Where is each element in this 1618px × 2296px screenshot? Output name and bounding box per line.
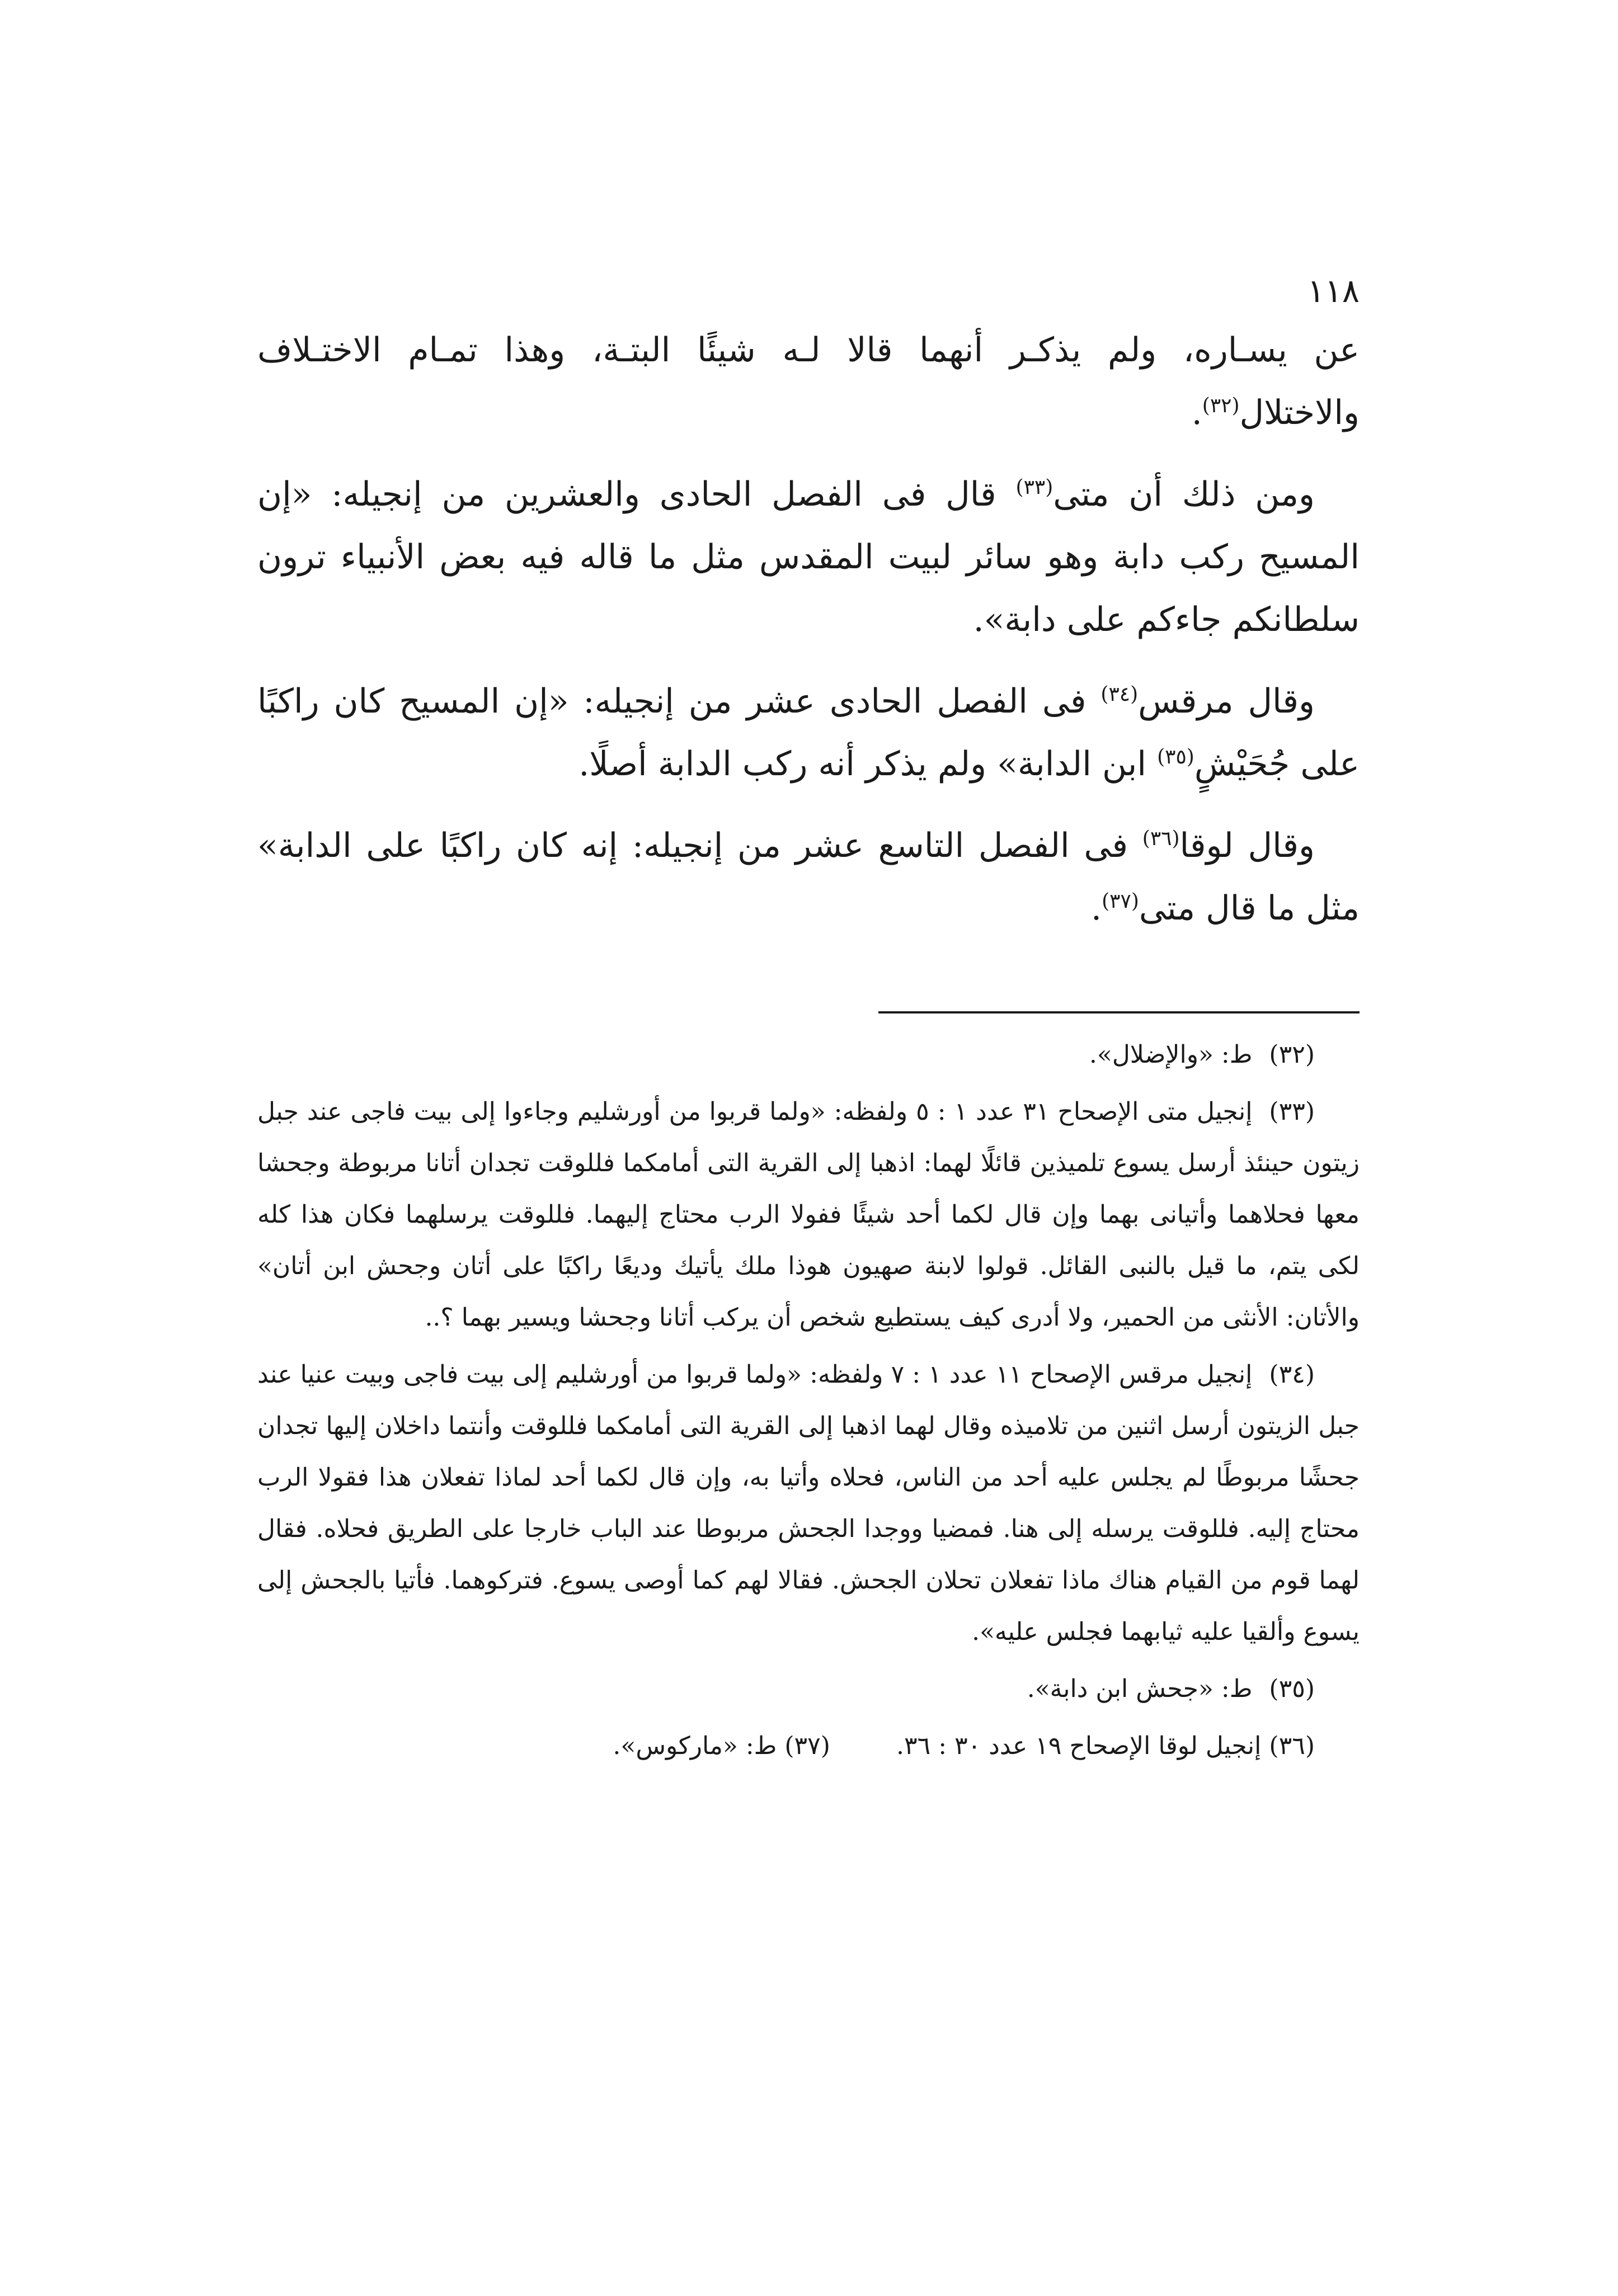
footnote-text: إنجيل مرقس الإصحاح ١١ عدد ١ : ٧ ولفظه: «ولما قربوا من أورشليم إلى بيت فاجى وبيت عنيا عند جبل الزيتون أرسل اثنين من تلاميذه وقال لهما اذهبا إلى القرية التى أمامكما فللوقت وأنتما داخلان إليها تجدان جحشًا مربوطًا لم يجلس عليه أحد من الناس، فحلاه وأتيا به، وإن قال لكما أحد لماذا تفعلان هذا فقولا الرب محتاج إليه. فللوقت يرسله إلى هنا. فمضيا ووجدا الجحش مربوطا عند الباب خارجا على الطريق فحلاه. فقال لهما قوم من القيام هناك ماذا تفعلان تحلان الجحش. فقالا لهم كما أوصى يسوع. فتركوهما. فأتيا بالجحش إلى يسوع وألقيا عليه ثيابهما فجلس عليه». [257, 1360, 1360, 1646]
footnote-text: إنجيل لوقا الإصحاح ١٩ عدد ٣٠ : ٣٦. [896, 1732, 1262, 1760]
paragraph [257, 319, 1360, 444]
paragraph-text: ومن ذلك أن متى [1053, 475, 1315, 514]
paragraph-text: . [1091, 889, 1102, 928]
footnote-ref: (٣٧) [1102, 890, 1139, 913]
footnote [257, 1086, 1360, 1343]
footnote-number: (٣٥) [1269, 1675, 1315, 1703]
footnote-ref: (٣٣) [1015, 476, 1053, 499]
footnote-text: ط: «ماركوس». [613, 1732, 777, 1760]
paragraph [257, 463, 1360, 651]
paragraph-text: ابن الدابة» ولم يذكر أنه ركب الدابة أصلًا. [578, 744, 1158, 784]
footnote-text: ط: «والإضلال». [1089, 1040, 1253, 1069]
footnote-divider [878, 1011, 1360, 1013]
paragraph [257, 814, 1360, 940]
paragraph-text: عن يسـاره، ولم يذكـر أنهما قالا لـه شيئًا البتـة، وهذا تمـام الاختـلاف والاختلال [257, 331, 1360, 432]
footnote-number: (٣٦) [1269, 1732, 1315, 1760]
paragraph-text: قال فى الفصل الحادى والعشرين من إنجيله: «إن المسيح ركب دابة وهو سائر لبيت المقدس مثل ما قاله فيه بعض الأنبياء ترون سلطانكم جاءكم على دابة». [257, 475, 1360, 639]
main-text [257, 319, 1360, 959]
paragraph-text: فى الفصل التاسع عشر من إنجيله: إنه كان راكبًا على الدابة» مثل ما قال متى [257, 826, 1360, 928]
paragraph [257, 670, 1360, 795]
paragraph-text: وقال لوقا [1179, 826, 1315, 865]
footnote-text: ط: «جحش ابن دابة». [1027, 1675, 1253, 1703]
paragraph-text: . [1191, 393, 1202, 432]
footnote-text: إنجيل متى الإصحاح ٣١ عدد ١ : ٥ ولفظه: «ولما قربوا من أورشليم وجاءوا إلى بيت فاجى عند جبل زيتون حينئذ أرسل يسوع تلميذين قائلًا لهما: اذهبا إلى القرية التى أمامكما فللوقت تجدان أتانا مربوطة وجحشا معها فحلاهما وأتيانى بهما وإن قال لكما أحد شيئًا ففولا الرب محتاج إليهما. فللوقت يرسلهما فكان هذا كله لكى يتم، ما قيل بالنبى القائل. قولوا لابنة صهيون هوذا ملك يأتيك وديعًا راكبًا على أتان وجحش ابن أتان» والأتان: الأنثى من الحمير، ولا أدرى كيف يستطيع شخص أن يركب أتانا وجحشا ويسير بهما ؟.. [257, 1097, 1360, 1332]
paragraph-text: فى الفصل الحادى عشر من إنجيله: «إن المسيح كان راكبًا على جُحَيْشٍ [257, 682, 1360, 784]
footnote-ref: (٣٦) [1142, 827, 1180, 850]
book-page [257, 268, 1360, 2237]
page-number: ١١٨ [1307, 272, 1360, 310]
footnote-number: (٣٧) [784, 1732, 830, 1760]
footnote-number: (٣٣) [1269, 1097, 1315, 1126]
footnote-ref: (٣٤) [1100, 683, 1139, 706]
footnote [257, 1663, 1360, 1715]
footnote-number: (٣٢) [1269, 1040, 1315, 1069]
paragraph-text: وقال مرقس [1138, 682, 1315, 721]
footnote [257, 1349, 1360, 1658]
footnote-row [257, 1720, 1360, 1772]
footnote-ref: (٣٥) [1157, 746, 1194, 769]
footnote-ref: (٣٢) [1202, 394, 1240, 417]
footnote [257, 1029, 1360, 1081]
footnote-number: (٣٤) [1269, 1360, 1315, 1389]
footnotes [257, 1029, 1360, 1772]
